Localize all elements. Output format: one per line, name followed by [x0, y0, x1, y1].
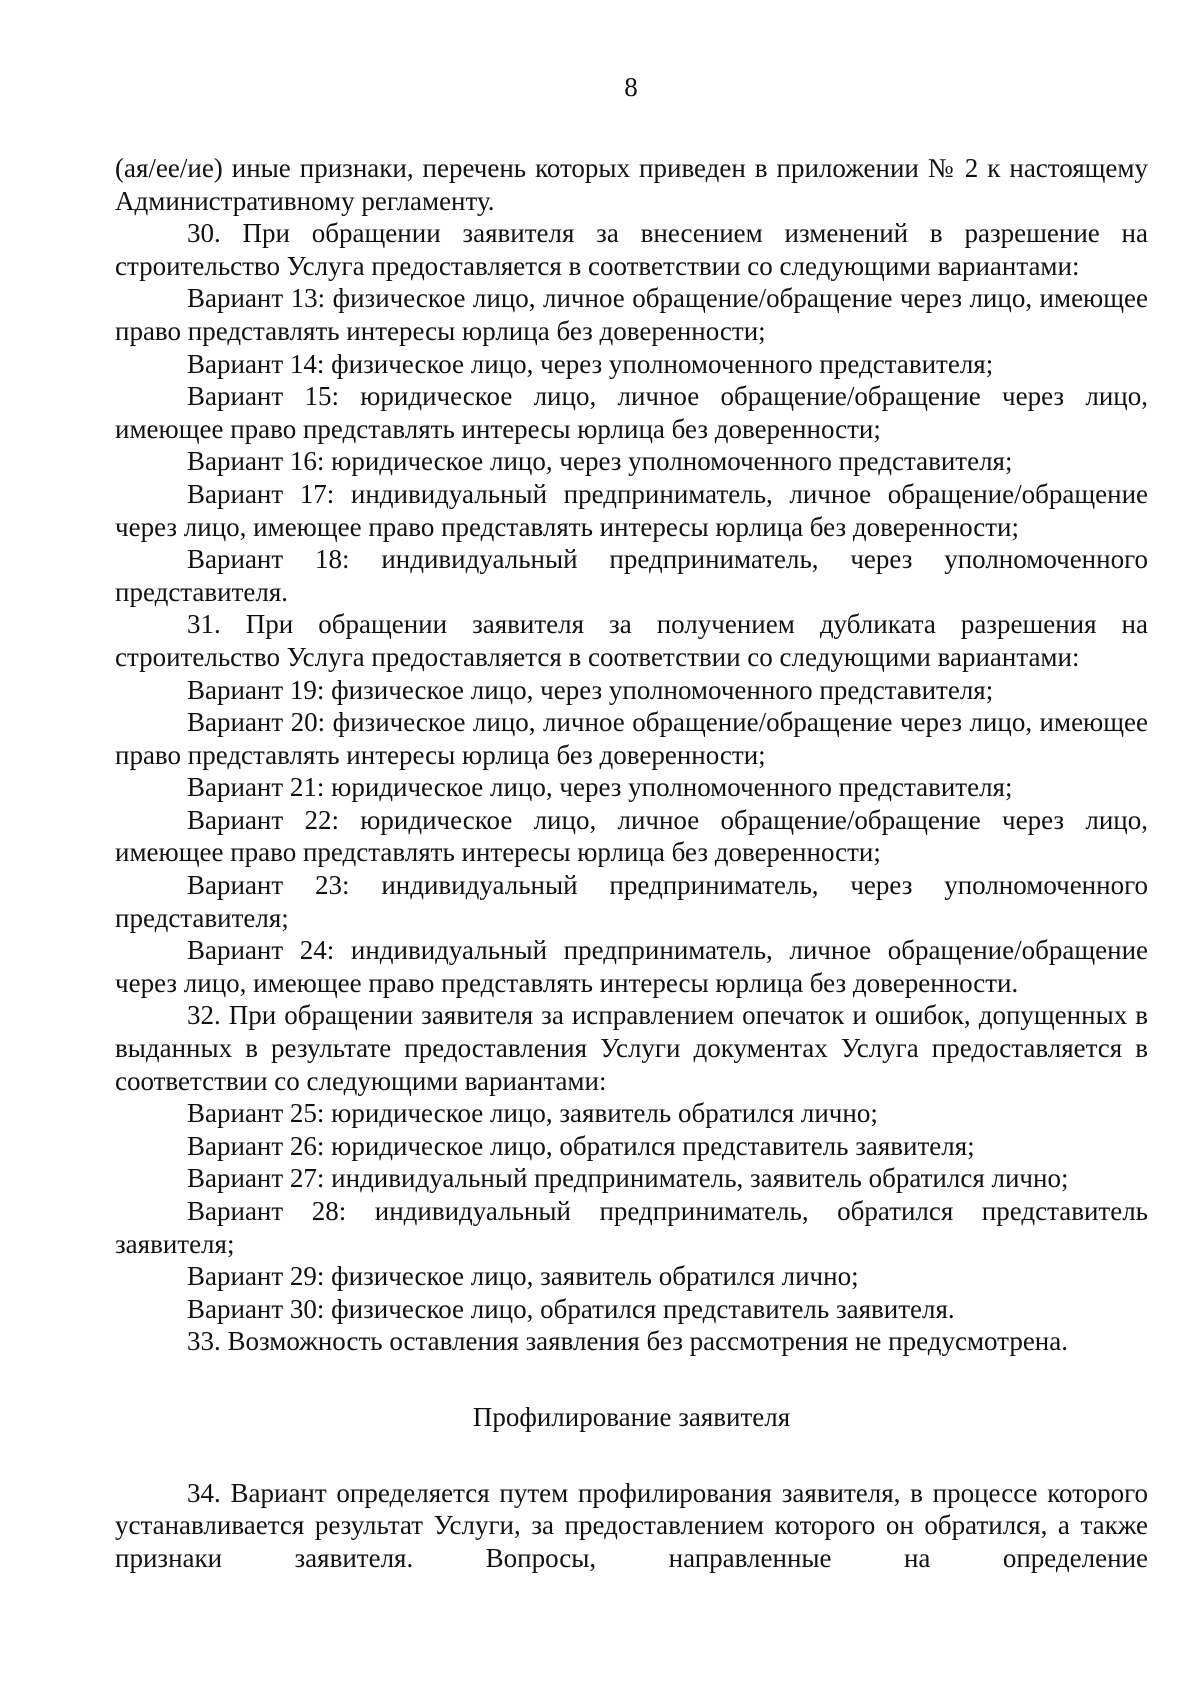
- paragraph-33: 33. Возможность оставления заявления без рассмотрения не предусмотрена.: [187, 1326, 1068, 1357]
- variant-27: Вариант 27: индивидуальный предприниматель, заявитель обратился лично;: [187, 1163, 1069, 1194]
- variant-22: Вариант 22: юридическое лицо, личное обращение/обращение через лицо, имеющее право представлять интересы юрлица без доверенности;: [115, 804, 1148, 868]
- paragraph-32: 32. При обращении заявителя за исправлением опечаток и ошибок, допущенных в выданных в результате предоставления Услуги документах Услуга предоставляется в соответствии со следующими вариантами:: [115, 1000, 1148, 1096]
- paragraph-continuation: (ая/ее/ие) иные признаки, перечень которых приведен в приложении № 2 к настоящему Административному регламенту.: [115, 153, 1148, 216]
- paragraph-30: 30. При обращении заявителя за внесением изменений в разрешение на строительство Услуга предоставляется в соответствии со следующими вариантами:: [115, 218, 1148, 281]
- variant-19: Вариант 19: физическое лицо, через уполномоченного представителя;: [187, 674, 994, 705]
- variant-23: Вариант 23: индивидуальный предприниматель, через уполномоченного представителя;: [115, 870, 1148, 933]
- paragraph-31: 31. При обращении заявителя за получением дубликата разрешения на строительство Услуга предоставляется в соответствии со следующими вариантами:: [115, 609, 1148, 672]
- variant-21: Вариант 21: юридическое лицо, через уполномоченного представителя;: [187, 772, 1013, 803]
- variant-16: Вариант 16: юридическое лицо, через уполномоченного представителя;: [187, 446, 1013, 477]
- variant-20: Вариант 20: физическое лицо, личное обращение/обращение через лицо, имеющее право представлять интересы юрлица без доверенности;: [115, 707, 1148, 770]
- variant-17: Вариант 17: индивидуальный предприниматель, личное обращение/обращение через лицо, имеющее право представлять интересы юрлица без доверенности;: [115, 478, 1148, 542]
- variant-13: Вариант 13: физическое лицо, личное обращение/обращение через лицо, имеющее право представлять интересы юрлица без доверенности;: [115, 283, 1148, 346]
- paragraph-34: 34. Вариант определяется путем профилирования заявителя, в процессе которого устанавливается результат Услуги, за предоставлением которого он обратился, а также признаки заявителя. Вопросы, направленные на определение: [115, 1477, 1148, 1573]
- document-body: [115, 152, 1148, 1574]
- variant-25: Вариант 25: юридическое лицо, заявитель обратился лично;: [187, 1098, 878, 1129]
- variant-14: Вариант 14: физическое лицо, через уполномоченного представителя;: [187, 348, 994, 379]
- variant-18: Вариант 18: индивидуальный предприниматель, через уполномоченного представителя.: [115, 544, 1148, 607]
- variant-24: Вариант 24: индивидуальный предприниматель, личное обращение/обращение через лицо, имеющее право представлять интересы юрлица без доверенности.: [115, 935, 1148, 998]
- variant-15: Вариант 15: юридическое лицо, личное обращение/обращение через лицо, имеющее право представлять интересы юрлица без доверенности;: [115, 381, 1148, 444]
- variant-28: Вариант 28: индивидуальный предприниматель, обратился представитель заявителя;: [115, 1196, 1148, 1259]
- variant-29: Вариант 29: физическое лицо, заявитель обратился лично;: [187, 1261, 859, 1292]
- section-heading: Профилирование заявителя: [472, 1401, 791, 1432]
- variant-26: Вариант 26: юридическое лицо, обратился представитель заявителя;: [187, 1130, 975, 1161]
- variant-30: Вариант 30: физическое лицо, обратился представитель заявителя.: [187, 1293, 955, 1324]
- page-number: 8: [624, 72, 638, 102]
